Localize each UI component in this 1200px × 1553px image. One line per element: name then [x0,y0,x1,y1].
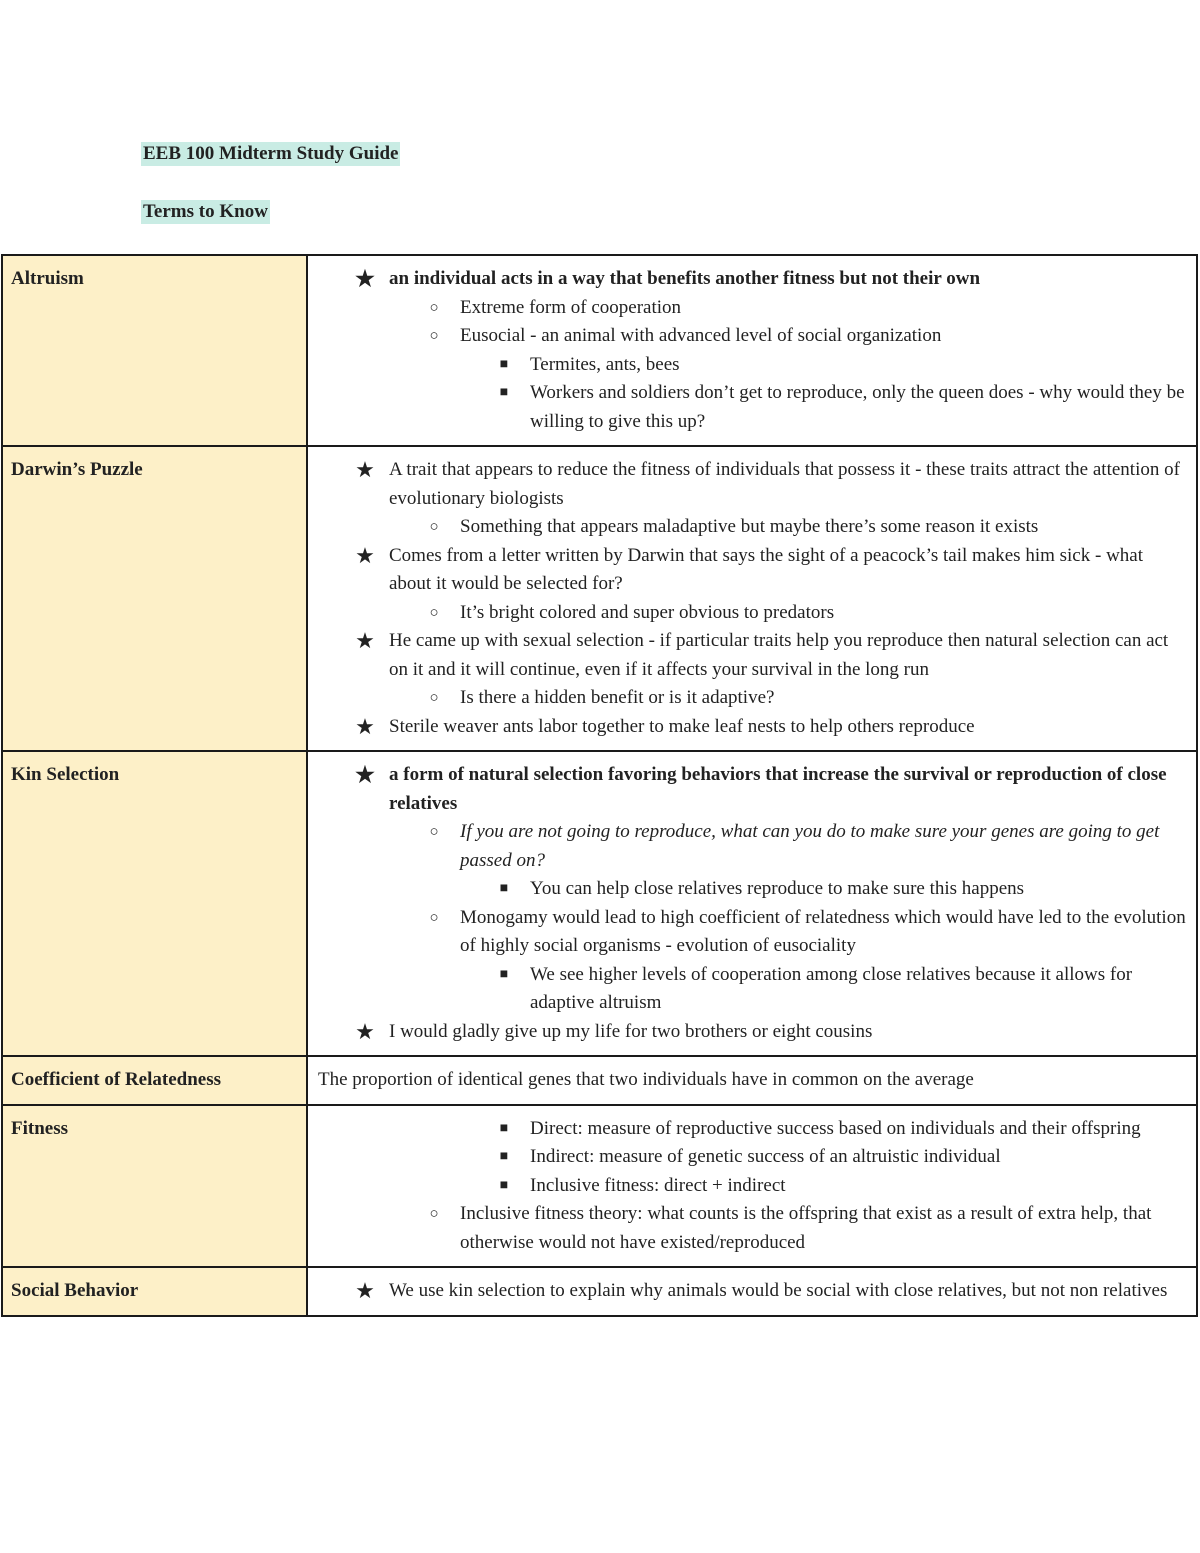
circle-bullet-icon: ○ [429,1206,439,1222]
table-row [2,1267,1197,1316]
definition-cell: The proportion of identical genes that two individuals have in common on the average [307,1056,1197,1105]
circle-bullet-icon: ○ [429,328,439,344]
list-item: ■ Termites, ants, bees [308,351,1186,380]
list-item: ■ You can help close relatives reproduce to make sure this happens [308,875,1186,904]
section-heading: Terms to Know [143,201,268,222]
circle-bullet-icon: ○ [429,604,439,621]
table-row [2,446,1197,751]
table-row [2,255,1197,446]
list-item: ★ an individual acts in a way that benefits another fitness but not their own [308,265,1186,294]
star-bullet-icon: ★ [355,762,375,787]
circle-bullet-icon: ○ [429,824,439,840]
table-row [2,1105,1197,1268]
square-bullet-icon: ■ [499,1120,509,1136]
list-item: ★ Sterile weaver ants labor together to make leaf nests to help others reproduce [308,713,1186,742]
list-item: ■ We see higher levels of cooperation among close relatives because it allows for adaptive altruism [308,961,1186,1018]
star-bullet-icon: ★ [355,713,375,739]
list-item: ○ Monogamy would lead to high coefficient of relatedness which would have led to the evolution of highly social organisms - evolution of eusociality [308,904,1186,961]
list-item: ★ We use kin selection to explain why animals would be social with close relatives, but not non relatives [308,1277,1186,1306]
table-row [2,1056,1197,1105]
terms-table [1,254,1198,1317]
list-item: ■ Direct: measure of reproductive success based on individuals and their offspring [308,1115,1186,1144]
star-bullet-icon: ★ [355,1278,375,1303]
term-cell: Altruism [2,255,307,446]
list-item: ★ I would gladly give up my life for two brothers or eight cousins [308,1018,1186,1047]
list-item: ○ Is there a hidden benefit or is it adaptive? [308,684,1186,713]
square-bullet-icon: ■ [499,1149,509,1164]
term-cell: Coefficient of Relatedness [2,1056,307,1105]
term-cell: Social Behavior [2,1267,307,1316]
definition-cell [307,751,1197,1056]
list-item: ○ Extreme form of cooperation [308,294,1186,323]
term-cell: Fitness [2,1105,307,1268]
term-cell: Kin Selection [2,751,307,1056]
square-bullet-icon: ■ [499,1177,509,1193]
list-item: ○ Inclusive fitness theory: what counts is the offspring that exist as a result of extra help, that otherwise would not have existed/reproduced [308,1200,1186,1257]
circle-bullet-icon: ○ [429,519,439,535]
square-bullet-icon: ■ [499,356,509,372]
circle-bullet-icon: ○ [429,909,439,926]
square-bullet-icon: ■ [499,881,509,896]
definition-cell [307,1267,1197,1316]
list-item: ○ If you are not going to reproduce, what can you do to make sure your genes are going to get passed on? [308,818,1186,875]
definition-cell [307,446,1197,751]
list-item: ○ Something that appears maladaptive but maybe there’s some reason it exists [308,513,1186,542]
document-title: EEB 100 Midterm Study Guide [143,143,399,164]
definition-cell [307,1105,1197,1268]
star-bullet-icon: ★ [355,628,375,653]
list-item: ★ A trait that appears to reduce the fitness of individuals that possess it - these traits attract the attention of evolutionary biologists [355,457,1180,509]
list-item: ★ Comes from a letter written by Darwin that says the sight of a peacock’s tail makes him sick - what about it would be selected for? [355,542,1143,594]
star-bullet-icon: ★ [355,266,375,291]
definition-cell [307,255,1197,446]
star-bullet-icon: ★ [355,1018,375,1044]
list-item: ■ Workers and soldiers don’t get to reproduce, only the queen does - why would they be willing to give this up? [308,379,1186,436]
list-item: ■ Inclusive fitness: direct + indirect [308,1172,1186,1201]
list-item: ★ He came up with sexual selection - if particular traits help you reproduce then natural selection can act on it and it will continue, even if it affects your survival in the long run [355,628,1169,680]
list-item: ■ Indirect: measure of genetic success of an altruistic individual [308,1143,1186,1172]
term-cell: Darwin’s Puzzle [2,446,307,751]
circle-bullet-icon: ○ [429,690,439,706]
list-item: ○ It’s bright colored and super obvious to predators [308,599,1186,628]
list-item: ★ a form of natural selection favoring behaviors that increase the survival or reproduction of close relatives [355,762,1167,814]
square-bullet-icon: ■ [499,966,509,982]
star-bullet-icon: ★ [355,457,375,482]
table-row [2,751,1197,1056]
square-bullet-icon: ■ [499,385,509,400]
circle-bullet-icon: ○ [429,299,439,316]
list-item: ○ Eusocial - an animal with advanced level of social organization [308,322,1186,351]
star-bullet-icon: ★ [355,542,375,568]
